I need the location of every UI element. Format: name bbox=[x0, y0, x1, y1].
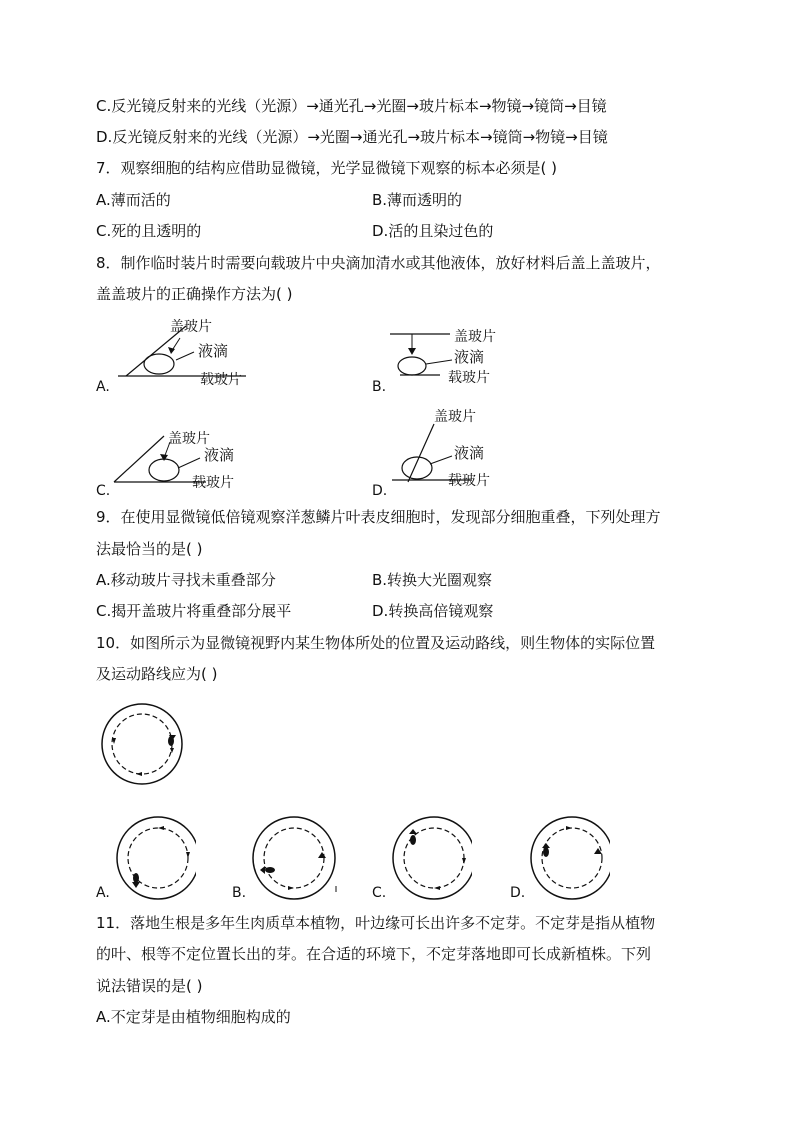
drop-label-a: 液滴 bbox=[198, 342, 229, 360]
q10-stem-line2: 及运动路线应为( ) bbox=[96, 665, 218, 683]
microscope-option-b-diagram bbox=[232, 812, 342, 904]
microscope-view-diagram bbox=[100, 702, 184, 786]
slide-label-d: 载玻片 bbox=[448, 473, 490, 489]
q6-option-c: C.反光镜反射来的光线（光源）→通光孔→光圈→玻片标本→物镜→镜筒→目镜 bbox=[96, 97, 607, 115]
q11-stem-line2: 的叶、根等不定位置长出的芽。在合适的环境下，不定芽落地即可长成新植株。下列 bbox=[96, 945, 652, 963]
q9-stem-line2: 法最恰当的是( ) bbox=[96, 540, 203, 558]
q7-stem: 7．观察细胞的结构应借助显微镜，光学显微镜下观察的标本必须是( ) bbox=[96, 159, 558, 177]
q8-label-c: C. bbox=[96, 483, 111, 499]
q8-label-b: B. bbox=[372, 379, 387, 395]
q8-figure-c bbox=[96, 426, 276, 498]
q10-view-field bbox=[100, 702, 184, 786]
q11-option-a: A.不定芽是由植物细胞构成的 bbox=[96, 1008, 291, 1026]
q10-option-b bbox=[232, 812, 342, 904]
slide-label-b: 载玻片 bbox=[448, 370, 490, 386]
q8-figure-b bbox=[372, 324, 532, 394]
slide-label-a: 载玻片 bbox=[200, 372, 242, 388]
microscope-option-c-diagram bbox=[372, 812, 472, 904]
q8-label-d: D. bbox=[372, 483, 388, 499]
q8-figure-d bbox=[372, 406, 532, 498]
drop-label-c: 液滴 bbox=[204, 446, 235, 464]
q10-label-a: A. bbox=[96, 885, 110, 901]
drop-label-d: 液滴 bbox=[454, 444, 485, 462]
q8-stem-line1: 8．制作临时装片时需要向载玻片中央滴加清水或其他液体，放好材料后盖上盖玻片， bbox=[96, 254, 661, 272]
cover-label-d: 盖玻片 bbox=[434, 409, 476, 425]
q9-option-d: D.转换高倍镜观察 bbox=[372, 602, 494, 620]
q7-option-d: D.活的且染过色的 bbox=[372, 222, 494, 240]
slide-label-c: 载玻片 bbox=[192, 475, 234, 491]
cover-label-a: 盖玻片 bbox=[170, 319, 212, 335]
q10-stem-line1: 10．如图所示为显微镜视野内某生物体所处的位置及运动路线，则生物体的实际位置 bbox=[96, 634, 656, 652]
q9-option-b: B.转换大光圈观察 bbox=[372, 571, 493, 589]
q10-option-a bbox=[96, 812, 196, 904]
q6-option-d: D.反光镜反射来的光线（光源）→光圈→通光孔→玻片标本→镜筒→物镜→目镜 bbox=[96, 128, 608, 146]
q9-option-a: A.移动玻片寻找未重叠部分 bbox=[96, 571, 276, 589]
q11-stem-line1: 11．落地生根是多年生肉质草本植物，叶边缘可长出许多不定芽。不定芽是指从植物 bbox=[96, 914, 656, 932]
q8-figure-a bbox=[96, 316, 276, 398]
q8-stem-line2: 盖盖玻片的正确操作方法为( ) bbox=[96, 285, 293, 303]
q11-stem-line3: 说法错误的是( ) bbox=[96, 977, 203, 995]
q10-option-c bbox=[372, 812, 472, 904]
cover-label-c: 盖玻片 bbox=[168, 431, 210, 447]
q9-stem-line1: 9．在使用显微镜低倍镜观察洋葱鳞片叶表皮细胞时，发现部分细胞重叠，下列处理方 bbox=[96, 508, 661, 526]
q9-option-c: C.揭开盖玻片将重叠部分展平 bbox=[96, 602, 292, 620]
cover-label-b: 盖玻片 bbox=[454, 329, 496, 345]
q7-option-b: B.薄而透明的 bbox=[372, 191, 463, 209]
q10-label-d: D. bbox=[510, 885, 526, 901]
q10-option-d bbox=[510, 812, 610, 904]
drop-label-b: 液滴 bbox=[454, 348, 485, 366]
q10-label-b: B. bbox=[232, 885, 247, 901]
microscope-option-a-diagram bbox=[96, 812, 196, 904]
q7-option-c: C.死的且透明的 bbox=[96, 222, 202, 240]
q8-label-a: A. bbox=[96, 379, 110, 395]
q10-label-c: C. bbox=[372, 885, 387, 901]
q7-option-a: A.薄而活的 bbox=[96, 191, 171, 209]
